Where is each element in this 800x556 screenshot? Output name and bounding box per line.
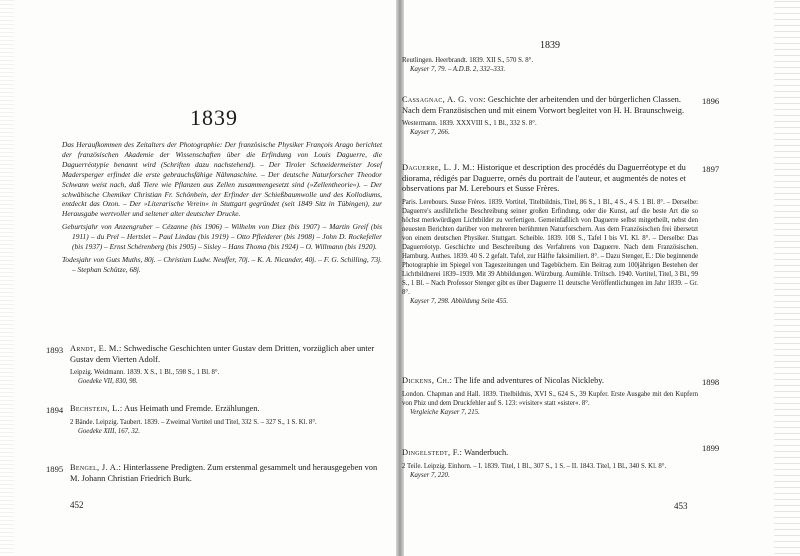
entry-reference: Kayser 7, 298. Abbildung Seite 455. <box>410 297 509 305</box>
catalog-entry <box>70 344 382 386</box>
entry-detail: 2 Bände. Leipzig. Taubert. 1839. – Zweimal Vortitel und Titel, 332 S. – 327 S., 1 S. Kl. 8°. <box>70 418 317 426</box>
entry-heading <box>402 376 698 387</box>
entry-author: Dingelstedt, F.: <box>402 448 463 457</box>
page-number: 452 <box>70 500 84 510</box>
entry-title: Hinterlassene Predigten. Zum erstenmal gesammelt und herausgegeben von M. Johann Christian Friedrich Burk. <box>70 463 378 483</box>
entry-author: Cassagnac, A. G. von: <box>402 95 486 104</box>
entry-number: 1895 <box>46 464 64 474</box>
catalog-entry <box>70 404 382 436</box>
entry-reference: Vergleiche Kayser 7, 215. <box>410 408 480 416</box>
entry-number: 1897 <box>702 164 720 174</box>
carry-over-entry <box>402 56 698 74</box>
entry-heading <box>70 344 382 365</box>
entry-number: 1898 <box>702 377 720 387</box>
left-page <box>0 0 398 556</box>
entry-title: Wanderbuch. <box>464 448 509 457</box>
catalog-entry <box>402 376 698 417</box>
entry-heading <box>70 463 382 484</box>
entry-reference: Goedeke XIII, 167, 32. <box>78 427 140 435</box>
entry-title: Aus Heimath und Fremde. Erzählungen. <box>124 404 260 413</box>
catalog-entry <box>402 163 698 306</box>
entry-heading <box>402 95 698 116</box>
entry-number: 1894 <box>46 405 64 415</box>
entry-reference: Kayser 7, 266. <box>410 129 450 137</box>
entry-heading <box>402 448 698 459</box>
entry-number: 1893 <box>46 345 64 355</box>
year-intro <box>62 140 382 278</box>
entry-title: The life and adventures of Nicolas Nickleby. <box>454 376 605 385</box>
entry-detail: Leipzig. Weidmann. 1839. X S., 1 Bl., 598 S., 1 Bl. 8°. <box>70 369 220 377</box>
entry-detail: 2 Teile. Leipzig. Einhorn. – I. 1839. Titel, 1 Bl., 307 S., 1 S. – II. 1843. Titel, 1 Bl., 340 S. Kl. 8°. <box>402 462 667 470</box>
entry-reference: Kayser 7, 220. <box>410 471 450 479</box>
entry-heading <box>70 404 382 415</box>
page-number: 453 <box>674 501 688 511</box>
entry-number: 1896 <box>702 96 720 106</box>
catalog-entry <box>402 448 698 480</box>
entry-author: Dickens, Ch.: <box>402 376 453 385</box>
entry-detail: London. Chapman and Hall. 1839. Titelbildnis, XVI S., 624 S., 39 Kupfer. Erste Ausgabe mit den Kupfern von Phiz und dem Druckfehler auf S. 123: »visiter« statt »sister«. 8°. <box>402 390 698 407</box>
running-head: 1839 <box>540 40 560 51</box>
entry-heading <box>402 163 698 195</box>
entry-reference: Goedeke VII, 830, 98. <box>78 378 138 386</box>
intro-births: Geburtsjahr von Anzengruber – Cézanne (bis 1906) – Wilhelm von Diez (bis 1907) – Martin Greif (bis 1911) – du Prel – Hertslet – Paul Lindau (bis 1919) – Otto Pfleiderer (bis 1908) – John D. Rockefeller (bis 1937) – Ernst Schérenberg (bis 1905) – Sisley – Hans Thoma (bis 1924) – O. Willmann (bis 1920). <box>62 222 382 252</box>
entry-title: Historique et description des procédés du Daguerréotype et du diorama, rédigés par Daguerre, ornés du portrait de l'auteur, et augmentés de notes et observations par M. Lerebours et Susse Frères. <box>402 163 686 194</box>
entry-number: 1899 <box>702 443 720 453</box>
entry-author: Bengel, J. A.: <box>70 463 122 472</box>
entry-author: Daguerre, L. J. M.: <box>402 163 475 172</box>
entry-detail: Westermann. 1839. XXXVIII S., 1 Bl., 332 S. 8°. <box>402 120 537 128</box>
entry-title: Geschichte der arbeitenden und der bürgerlichen Classen. Nach dem Französischen und mit einem Vorwort begleitet von H. H. Braunschweig. <box>402 95 685 115</box>
carry-over-reference: Kayser 7, 79. – A.D.B. 2, 332–333. <box>410 66 506 73</box>
catalog-entry <box>402 95 698 137</box>
carry-over-detail: Reutlingen. Heerbrandt. 1839. XII S., 570 S. 8°. <box>402 57 534 64</box>
right-page <box>402 0 800 556</box>
intro-deaths: Todesjahr von Guts Muths, 80j. – Christian Ludw. Neuffer, 70j. – K. A. Nicander, 40j. – F. G. Schilling, 73j. – Stephan Schütze, 68j. <box>62 254 382 274</box>
entry-author: Arndt, E. M.: <box>70 344 122 353</box>
entry-detail: Paris. Lerebours. Susse Frères. 1839. Vortitel, Titelbildnis, Titel, 86 S., 1 Bl., 4 S., 4 S. 1 Bl. 8°. – Derselbe: Daguerre's ausführliche Beschreibung seiner großen Erfindung, oder die Kunst, auf die beste Art die so höchst merkwürdigen Lichtbilder zu verfertigen. Gemeinfaßlich von Daguerre selbst mitgetheilt, nebst den neuesten Berichten darüber von mehreren berühmten Naturforschern. Aus dem Französischen frei übersetzt von einem deutschen Physiker. Stuttgart. Scheible. 1839. 108 S., Tafel I bis VI. Kl. 8°. – Derselbe: Das Daguerréotyp. Geschichte und Beschreibung des Verfahrens von Daguerre. Nach dem Französischen. Hamburg. Authes. 1839. 40 S. 2 gefalt. Tafel, zur Hälfte faksimiliert. 8°. – Dazu Stenger, E.: Die beginnende Photographie im Spiegel von Tageszeitungen und Tagebüchern. Ein Beitrag zum 100jährigen Bestehen der Lichtbildnerei 1839–1939. Mit 39 Abbildungen. Würzburg. Aumühle. Triltsch. 1940. Vortitel, Titel, 3 Bl., 99 S., 1 Bl. – Nach Professor Stenger gibt es über Daguerre 11 deutsche Veröffentlichungen im Jahr 1839. – Gr. 8°. <box>402 198 698 296</box>
entry-author: Bechstein, L.: <box>70 404 123 413</box>
year-title: 1839 <box>190 105 238 130</box>
intro-events: Das Heraufkommen des Zeitalters der Photographie: Der französische Physiker François Arago berichtet der französischen Akademie der Wissenschaften über die Erfindung von Louis Daguerre, die Daguerréotypie benannt wird (Schriften dazu nachstehend). – Der Tiroler Schneidermeister Josef Madersperger erfindet die erste gebrauchsfähige Nähmaschine. – Der deutsche Naturforscher Theodor Schwann weist nach, daß Tiere wie Pflanzen aus Zellen zusammengesetzt sind (»Zellentheorie«). – Der schwäbische Chemiker Christian Fr. Schönbein, der Erfinder der Schießbaumwolle und des Kollodiums, entdeckt das Ozon. – Der »Literarische Verein« in Stuttgart gegründet (seit 1849 Sitz in Tübingen), zur Herausgabe wertvoller und seltener alter deutscher Drucke. <box>62 140 382 219</box>
entry-title: Schwedische Geschichten unter Gustav dem Dritten, vorzüglich aber unter Gustav dem Vierten Adolf. <box>70 344 375 364</box>
catalog-entry <box>70 463 382 484</box>
